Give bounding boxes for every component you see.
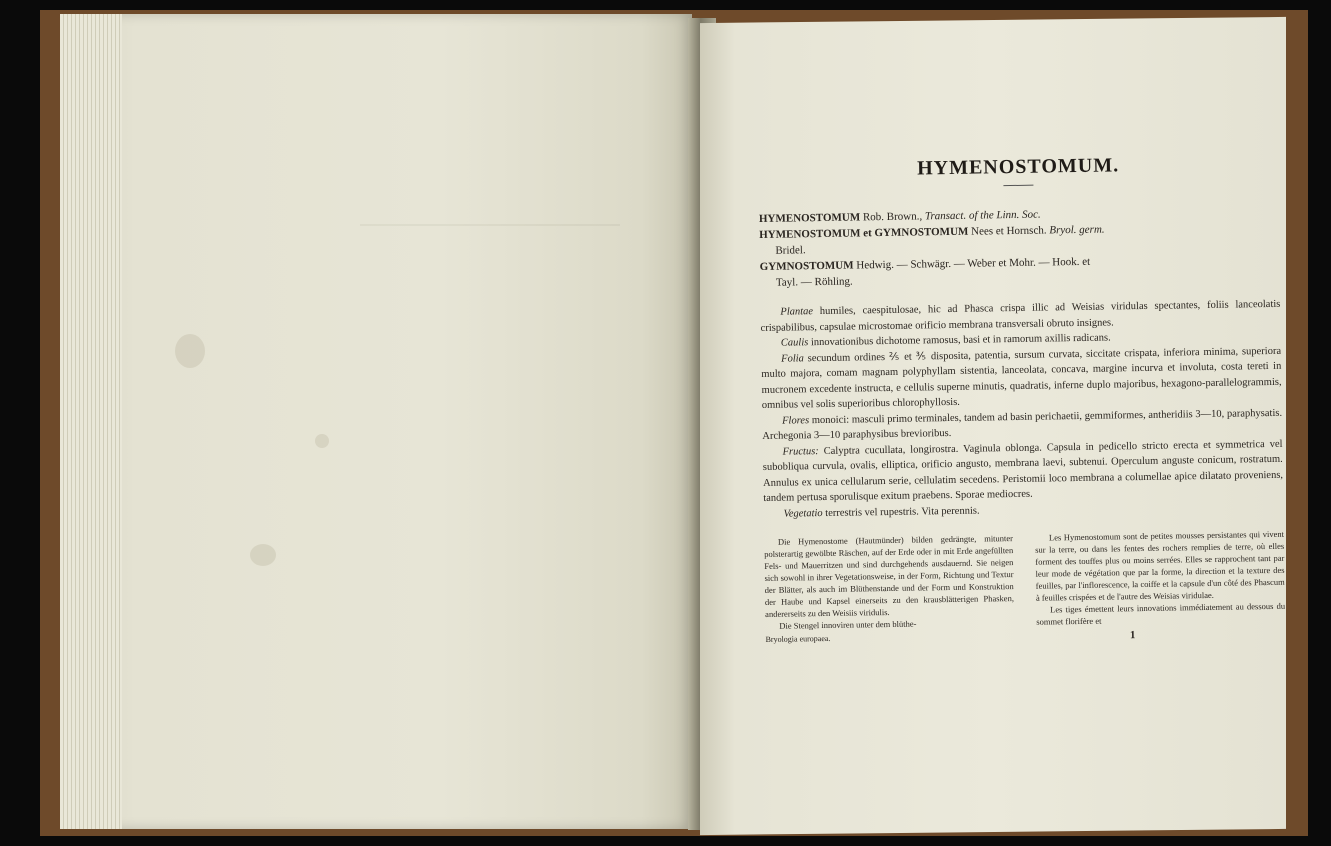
foxing-spot [175,334,205,368]
page-number: 1 [1129,629,1136,642]
french-paragraph: Les Hymenostomum sont de petites mousses persistantes qui vivent sur la terre, ou dans les fentes des rochers remplies de terre, où elles forment des touffes plus ou moins serrées. Elles se rapprochent tant par leur mode de végétation que par la forme, la direction et la texture des feuilles, par l'inflorescence, la coiffe et la capsule d'un côté des Phascum à feuilles crispées et de l'autre des Weisias viridulae. [1035,528,1285,603]
desc-paragraph: Vegetatio terrestris vel rupestris. Vita perennis. [783,505,980,520]
desc-paragraph: Folia secundum ordines ⅖ et ⅗ disposita, patentia, sursum curvata, siccitate crispata, inferiora minima, superiora multo majora, comam magnam polyphyllam sistentia, lanceolata, concava, margine incurva et involuta, costa tereti in mucronem excedente instructa, e cellulis superne minutis, quadratis, inferne duplo majoribus, hexagono-parallelogrammis, omnibus vel solis superioribus chlorophyllosis. [761,345,1282,411]
german-paragraph: Die Stengel innoviren unter dem blüthe- [779,618,917,631]
page-content [758,152,1286,647]
synonym-continuation: Tayl. — Röhling. [775,275,853,289]
foxing-spot [250,544,276,566]
synonym-genus: GYMNOSTOMUM [759,259,854,273]
signature-mark: Bryologia europaea. [765,633,831,644]
synonym-authors: Rob. Brown., [862,210,923,224]
synonym-work: Bryol. germ. [1049,223,1105,237]
german-column [764,532,1014,632]
synonym-continuation: Bridel. [775,244,806,257]
latin-description [760,297,1283,522]
foxing-spot [315,434,329,448]
title-rule [1003,185,1033,186]
desc-paragraph: Flores monoici: masculi primo terminales, tandem ad basin perichaetii, gemmiformes, antheridiis 3—10, paraphysatis. Archegonia 3—10 paraphysibus brevioribus. [762,407,1283,442]
bleed-through [360,164,620,226]
synonym-genus: HYMENOSTOMUM et GYMNOSTOMUM [759,225,969,241]
german-paragraph: Die Hymenostome (Hautmünder) bilden gedrängte, mitunter polsterartig gewölbte Räschen, auf der Erde oder in mit Erde angefüllten Fels- und Mauerritzen und sind durchgehends ausdauernd. Sie neigen sich sowohl in ihrer Vegetationsweise, in der Form, Richtung und Textur der Blätter, als auch im Blüthenstande und der Form und Konstruktion der Haube und Kapsel einerseits zu den krausblätterigen Phasken, andererseits zu den Weisiis viridulis. [764,533,1014,619]
page-edges [60,14,122,829]
synonym-work: Transact. of the Linn. Soc. [924,208,1041,223]
french-column [1035,528,1285,628]
desc-paragraph: Plantae humiles, caespitulosae, hic ad Phasca crispa illic ad Weisias viridulas spectantes, foliis lanceolatis crispabilibus, capsulae microstomae orificio membrana transversali obruto insignes. [760,298,1281,334]
synonym-authors: Hedwig. — Schwägr. — Weber et Mohr. — Hook. et [856,255,1091,272]
left-page [60,14,692,829]
page-title: HYMENOSTOMUM. [916,154,1120,180]
desc-paragraph: Fructus: Calyptra cucullata, longirostra. Vaginula oblonga. Capsula in pedicello stricto erecta et symmetrica vel subobliqua curvula, ovalis, elliptica, orificio angusto, membrana laevi, subtenui. Operculum anguste conicum, rostratum. Annulus ex unica cellularum serie, cellulatim secedens. Peristomii loco membrana a columellae apice dilatato proveniens, tandem pertusa sporulisque exitum praebens. Sporae mediocres. [762,438,1284,504]
two-column-commentary [764,528,1285,632]
synonym-genus: HYMENOSTOMUM [758,211,861,225]
french-paragraph: Les tiges émettent leurs innovations immédiatement au dessous du sommet florifère et [1036,600,1286,627]
desc-paragraph: Caulis innovationibus dichotome ramosus, basi et in ramorum axillis radicans. [780,332,1111,349]
synonymy [759,204,1280,291]
synonym-authors: Nees et Hornsch. [971,224,1047,238]
